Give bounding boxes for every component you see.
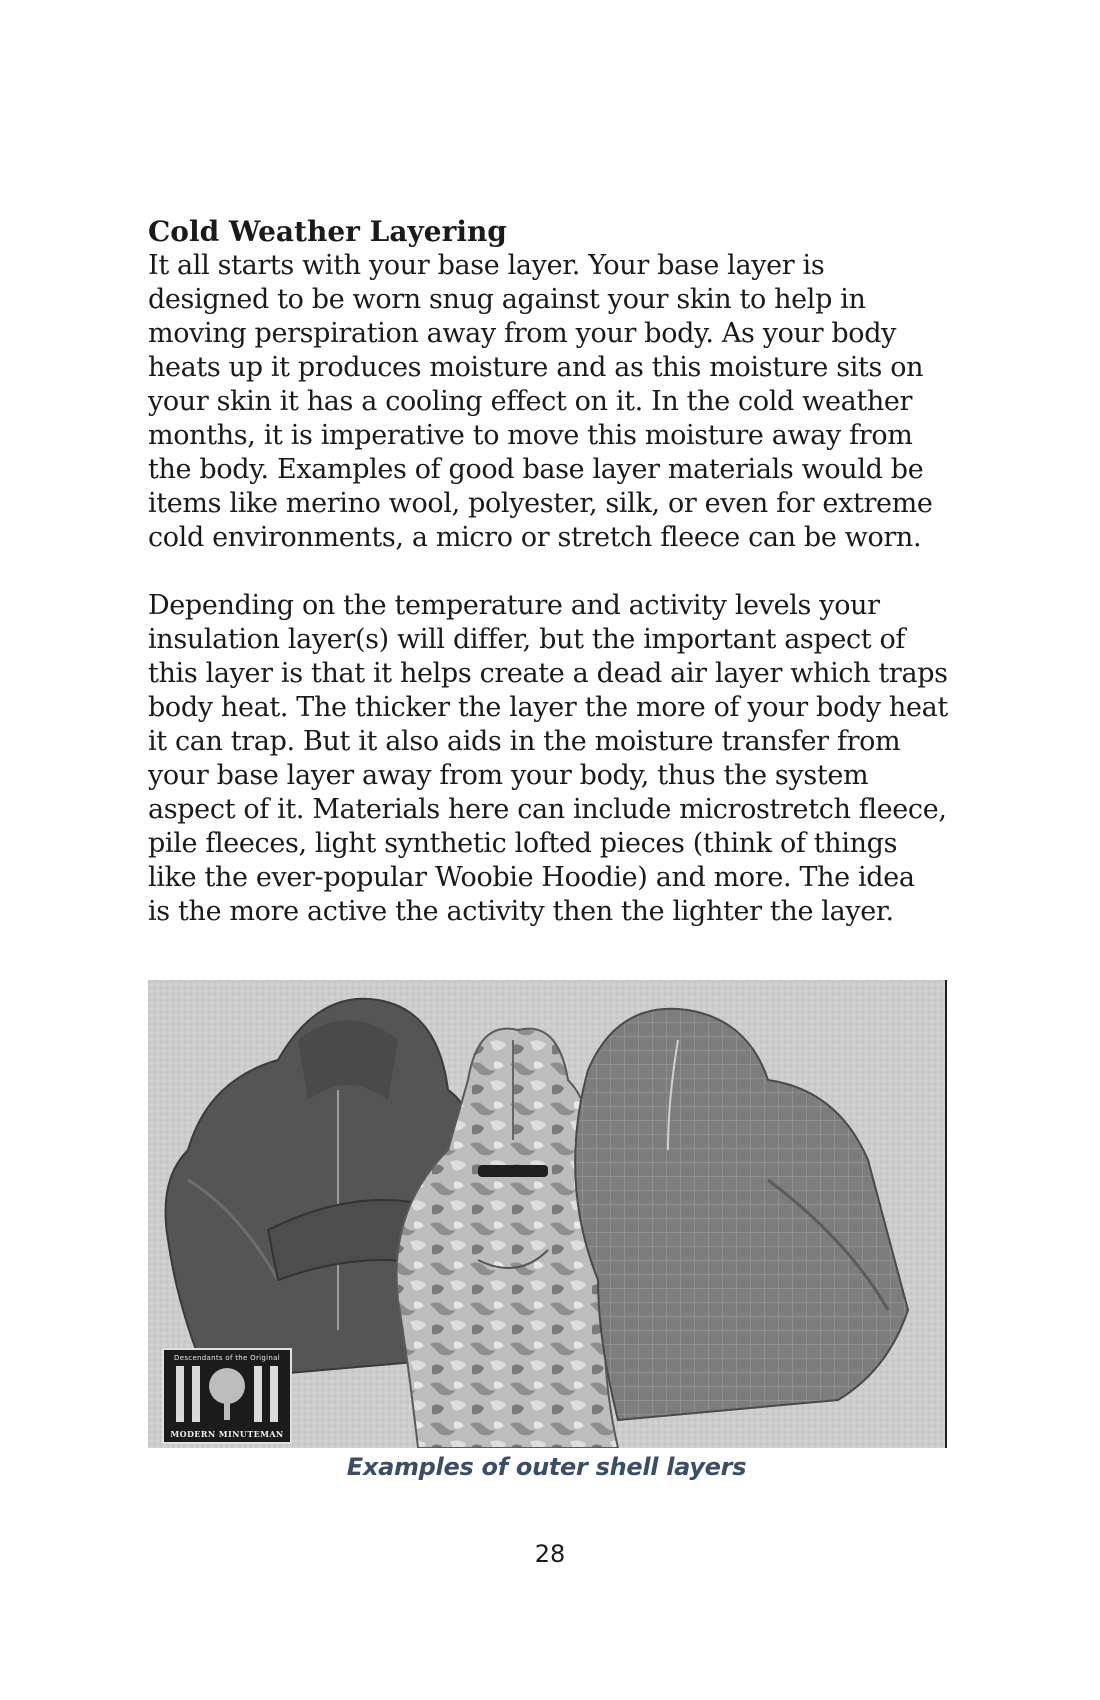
- logo-bottom-text: MODERN MINUTEMAN: [170, 1429, 284, 1439]
- paragraph-spacer: [148, 555, 958, 589]
- outer-shell-jackets-photo: [148, 980, 947, 1448]
- text-line: designed to be worn snug against your skin to help in: [148, 284, 866, 315]
- text-line: heats up it produces moisture and as this moisture sits on: [148, 352, 924, 383]
- text-line: months, it is imperative to move this moisture away from: [148, 420, 913, 451]
- text-line: this layer is that it helps create a dead air layer which traps: [148, 658, 948, 689]
- text-line: body heat. The thicker the layer the more of your body heat: [148, 692, 948, 723]
- text-line: your base layer away from your body, thus the system: [148, 760, 869, 791]
- text-line: aspect of it. Materials here can include microstretch fleece,: [148, 794, 947, 825]
- text-line: the body. Examples of good base layer materials would be: [148, 454, 924, 485]
- paragraph-insulation-layer: [148, 589, 958, 929]
- photo-caption: Examples of outer shell layers: [346, 1453, 747, 1481]
- page-number: 28: [534, 1540, 566, 1568]
- text-line: it can trap. But it also aids in the moisture transfer from: [148, 726, 901, 757]
- text-line: pile fleeces, light synthetic lofted pieces (think of things: [148, 828, 898, 859]
- section-heading: Cold Weather Layering: [148, 215, 507, 248]
- text-line: like the ever-popular Woobie Hoodie) and more. The idea: [148, 862, 915, 893]
- text-line: is the more active the activity then the lighter the layer.: [148, 896, 894, 927]
- text-line: items like merino wool, polyester, silk, or even for extreme: [148, 488, 933, 519]
- paragraph-base-layer: [148, 249, 958, 555]
- text-line: It all starts with your base layer. Your base layer is: [148, 250, 825, 281]
- text-line: Depending on the temperature and activity levels your: [148, 590, 880, 621]
- text-line: cold environments, a micro or stretch fleece can be worn.: [148, 522, 922, 553]
- text-line: your skin it has a cooling effect on it. In the cold weather: [148, 386, 913, 417]
- modern-minuteman-logo: [162, 1348, 292, 1444]
- text-line: insulation layer(s) will differ, but the important aspect of: [148, 624, 906, 655]
- text-line: moving perspiration away from your body. As your body: [148, 318, 897, 349]
- logo-top-text: Descendants of the Original: [174, 1354, 280, 1362]
- text-block: [148, 215, 958, 929]
